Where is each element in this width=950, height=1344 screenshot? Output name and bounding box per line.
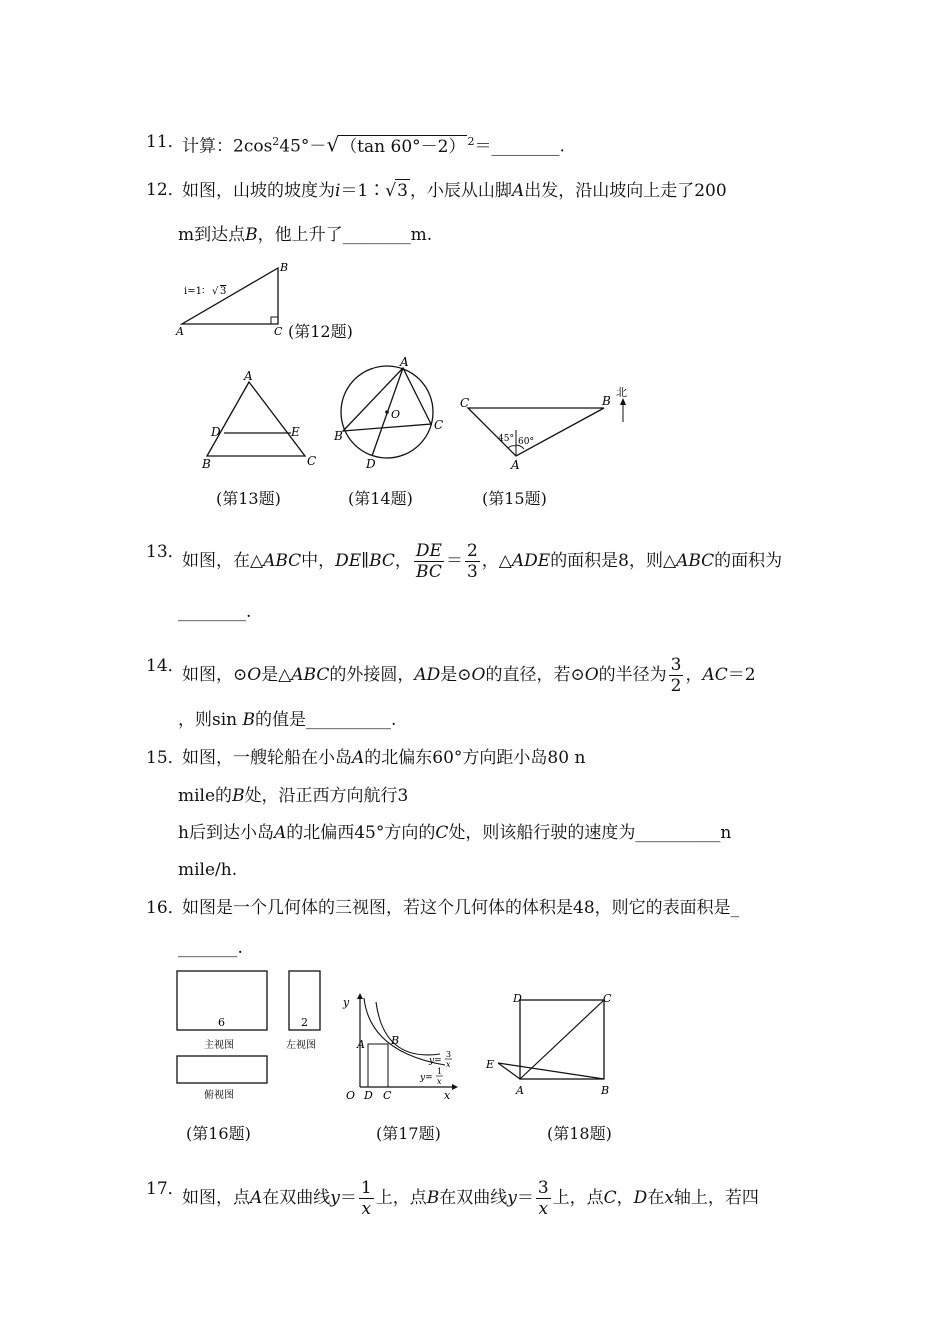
svg-text:C: C: [307, 454, 317, 468]
caption-16: (第16题): [186, 1124, 251, 1143]
svg-text:D: D: [211, 425, 221, 439]
slope-label: i=1∶: [184, 286, 205, 297]
svg-text:y: y: [343, 996, 350, 1009]
caption-14: (第14题): [348, 489, 413, 508]
svg-text:O: O: [346, 1089, 356, 1102]
question-number: 16．: [146, 898, 185, 918]
figure-18: [480, 990, 620, 1102]
figure-17: [340, 992, 465, 1104]
svg-text:C: C: [460, 396, 470, 410]
label-c: C: [274, 325, 283, 338]
figure-14: [330, 352, 450, 472]
svg-text:60°: 60°: [518, 437, 534, 447]
figure-15: [452, 380, 637, 475]
svg-text:3: 3: [220, 286, 227, 297]
front-view-number: 6: [218, 1016, 225, 1029]
left-view-number: 2: [301, 1016, 308, 1029]
svg-text:C: C: [434, 418, 444, 432]
caption-13: (第13题): [216, 489, 281, 508]
question-number: 15．: [146, 748, 185, 768]
front-view-label: 主视图: [204, 1040, 234, 1051]
question-number: 12．: [146, 180, 185, 200]
caption-15: (第15题): [482, 489, 547, 508]
svg-text:B: B: [202, 457, 211, 471]
svg-text:E: E: [486, 1058, 495, 1071]
svg-text:B: B: [334, 429, 343, 443]
svg-text:x: x: [446, 1060, 451, 1069]
figure-13: [195, 368, 325, 473]
top-view-label: 俯视图: [204, 1090, 234, 1101]
svg-text:√: √: [212, 286, 219, 297]
svg-text:B: B: [602, 394, 611, 408]
caption-18: (第18题): [547, 1124, 612, 1143]
question-number: 13．: [146, 542, 185, 562]
svg-text:D: D: [364, 1089, 373, 1102]
svg-text:A: A: [516, 1084, 524, 1097]
svg-text:B: B: [391, 1034, 400, 1047]
svg-text:45°: 45°: [498, 434, 514, 444]
figure-16: [172, 966, 332, 1106]
svg-text:x: x: [437, 1077, 442, 1086]
svg-text:D: D: [513, 992, 522, 1005]
svg-text:y=: y=: [420, 1073, 433, 1083]
svg-text:E: E: [291, 425, 300, 439]
svg-text:D: D: [366, 457, 376, 471]
svg-text:A: A: [511, 458, 520, 472]
svg-text:A: A: [400, 355, 409, 369]
caption-12: (第12题): [288, 322, 353, 341]
north-label: 北: [616, 386, 627, 399]
label-a: A: [176, 325, 184, 338]
svg-text:O: O: [391, 408, 401, 421]
svg-text:y=: y=: [429, 1056, 442, 1066]
svg-text:B: B: [601, 1084, 610, 1097]
svg-text:C: C: [603, 992, 612, 1005]
svg-text:3: 3: [446, 1050, 452, 1059]
svg-text:x: x: [444, 1089, 451, 1102]
label-b: B: [280, 261, 289, 274]
question-number: 14．: [146, 656, 185, 676]
svg-text:A: A: [357, 1038, 365, 1051]
question-number: 17．: [146, 1179, 185, 1199]
left-view-label: 左视图: [286, 1040, 316, 1051]
caption-17: (第17题): [376, 1124, 441, 1143]
svg-text:C: C: [383, 1089, 392, 1102]
svg-text:A: A: [244, 369, 253, 383]
question-number: 11．: [146, 132, 185, 152]
svg-text:1: 1: [437, 1067, 443, 1076]
